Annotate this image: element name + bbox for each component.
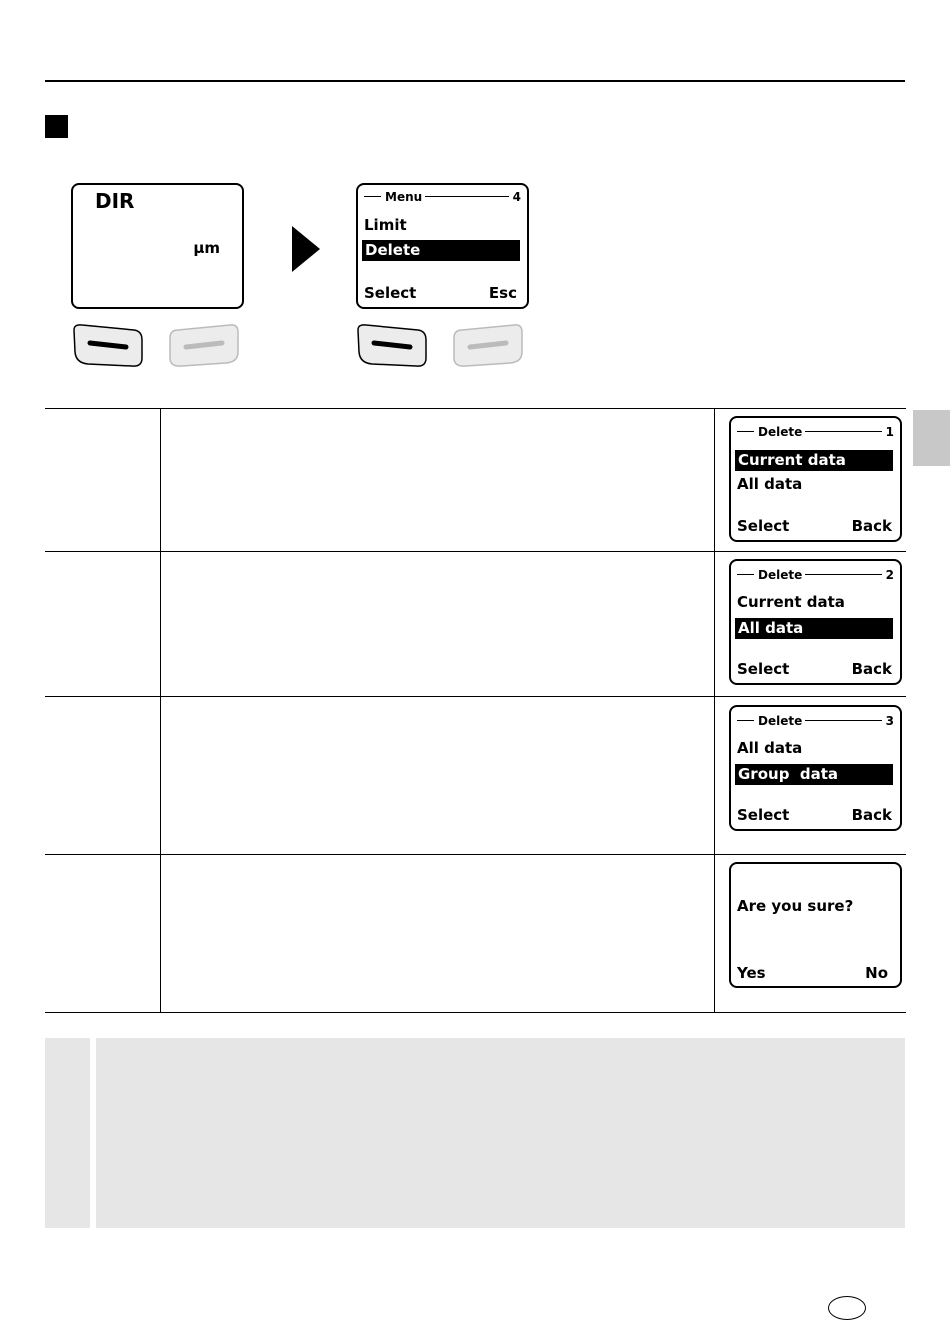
- note-box: [45, 1038, 905, 1228]
- table-row-rule: [45, 854, 906, 855]
- softkey-select-label: Select: [737, 806, 790, 824]
- step-1-display: [729, 416, 902, 542]
- display-page-number: 2: [885, 568, 894, 582]
- step-4-confirm-display: [729, 862, 902, 988]
- table-bottom-rule: [45, 1012, 906, 1013]
- left-softkey-button[interactable]: [74, 325, 142, 366]
- menu-item-limit[interactable]: Limit: [364, 216, 407, 234]
- option-all-data[interactable]: All data: [737, 475, 803, 493]
- right-softkey-button[interactable]: [170, 325, 238, 366]
- section-marker: [45, 115, 68, 138]
- display-title: Delete: [758, 425, 803, 439]
- left-softkey-button[interactable]: [358, 325, 426, 366]
- language-badge: [828, 1296, 866, 1320]
- table-col-rule: [714, 408, 715, 1013]
- display-title: Delete: [758, 714, 803, 728]
- option-all-data[interactable]: All data: [735, 618, 893, 639]
- softkey-back-label: Back: [851, 806, 892, 824]
- softkey-back-label: Back: [851, 517, 892, 535]
- softkey-back-label: Back: [851, 660, 892, 678]
- display-page-number: 1: [885, 425, 894, 439]
- softkey-select-label: Select: [737, 660, 790, 678]
- option-all-data[interactable]: All data: [737, 739, 803, 757]
- option-current-data[interactable]: Current data: [737, 593, 845, 611]
- display-mode: DIR: [95, 189, 135, 213]
- menu-title: Menu: [385, 190, 423, 204]
- softkey-yes-label: Yes: [737, 964, 766, 982]
- softkey-buttons-2: [354, 322, 530, 372]
- table-col-rule: [160, 408, 161, 1013]
- note-divider: [90, 1038, 96, 1228]
- step-3-display: [729, 705, 902, 831]
- step-2-display: [729, 559, 902, 685]
- softkey-esc-label: Esc: [488, 284, 517, 302]
- device-display-menu: [356, 183, 529, 309]
- softkey-buttons-1: [70, 322, 246, 372]
- chapter-tab: [913, 410, 950, 466]
- confirm-question: Are you sure?: [737, 897, 854, 915]
- table-row-rule: [45, 696, 906, 697]
- softkey-no-label: No: [865, 964, 888, 982]
- header-rule: [45, 80, 905, 82]
- table-row-rule: [45, 551, 906, 552]
- option-current-data[interactable]: Current data: [735, 450, 893, 471]
- display-title: Delete: [758, 568, 803, 582]
- display-page-number: 3: [885, 714, 894, 728]
- softkey-select-label: Select: [737, 517, 790, 535]
- display-unit: µm: [193, 239, 220, 257]
- next-arrow-icon: [292, 226, 320, 272]
- menu-page-number: 4: [512, 190, 521, 204]
- right-softkey-button[interactable]: [454, 325, 522, 366]
- table-top-rule: [45, 408, 906, 409]
- menu-item-delete[interactable]: Delete: [362, 240, 520, 261]
- option-group-data[interactable]: Group data: [735, 764, 893, 785]
- device-display-dir: [71, 183, 244, 309]
- softkey-select-label: Select: [364, 284, 417, 302]
